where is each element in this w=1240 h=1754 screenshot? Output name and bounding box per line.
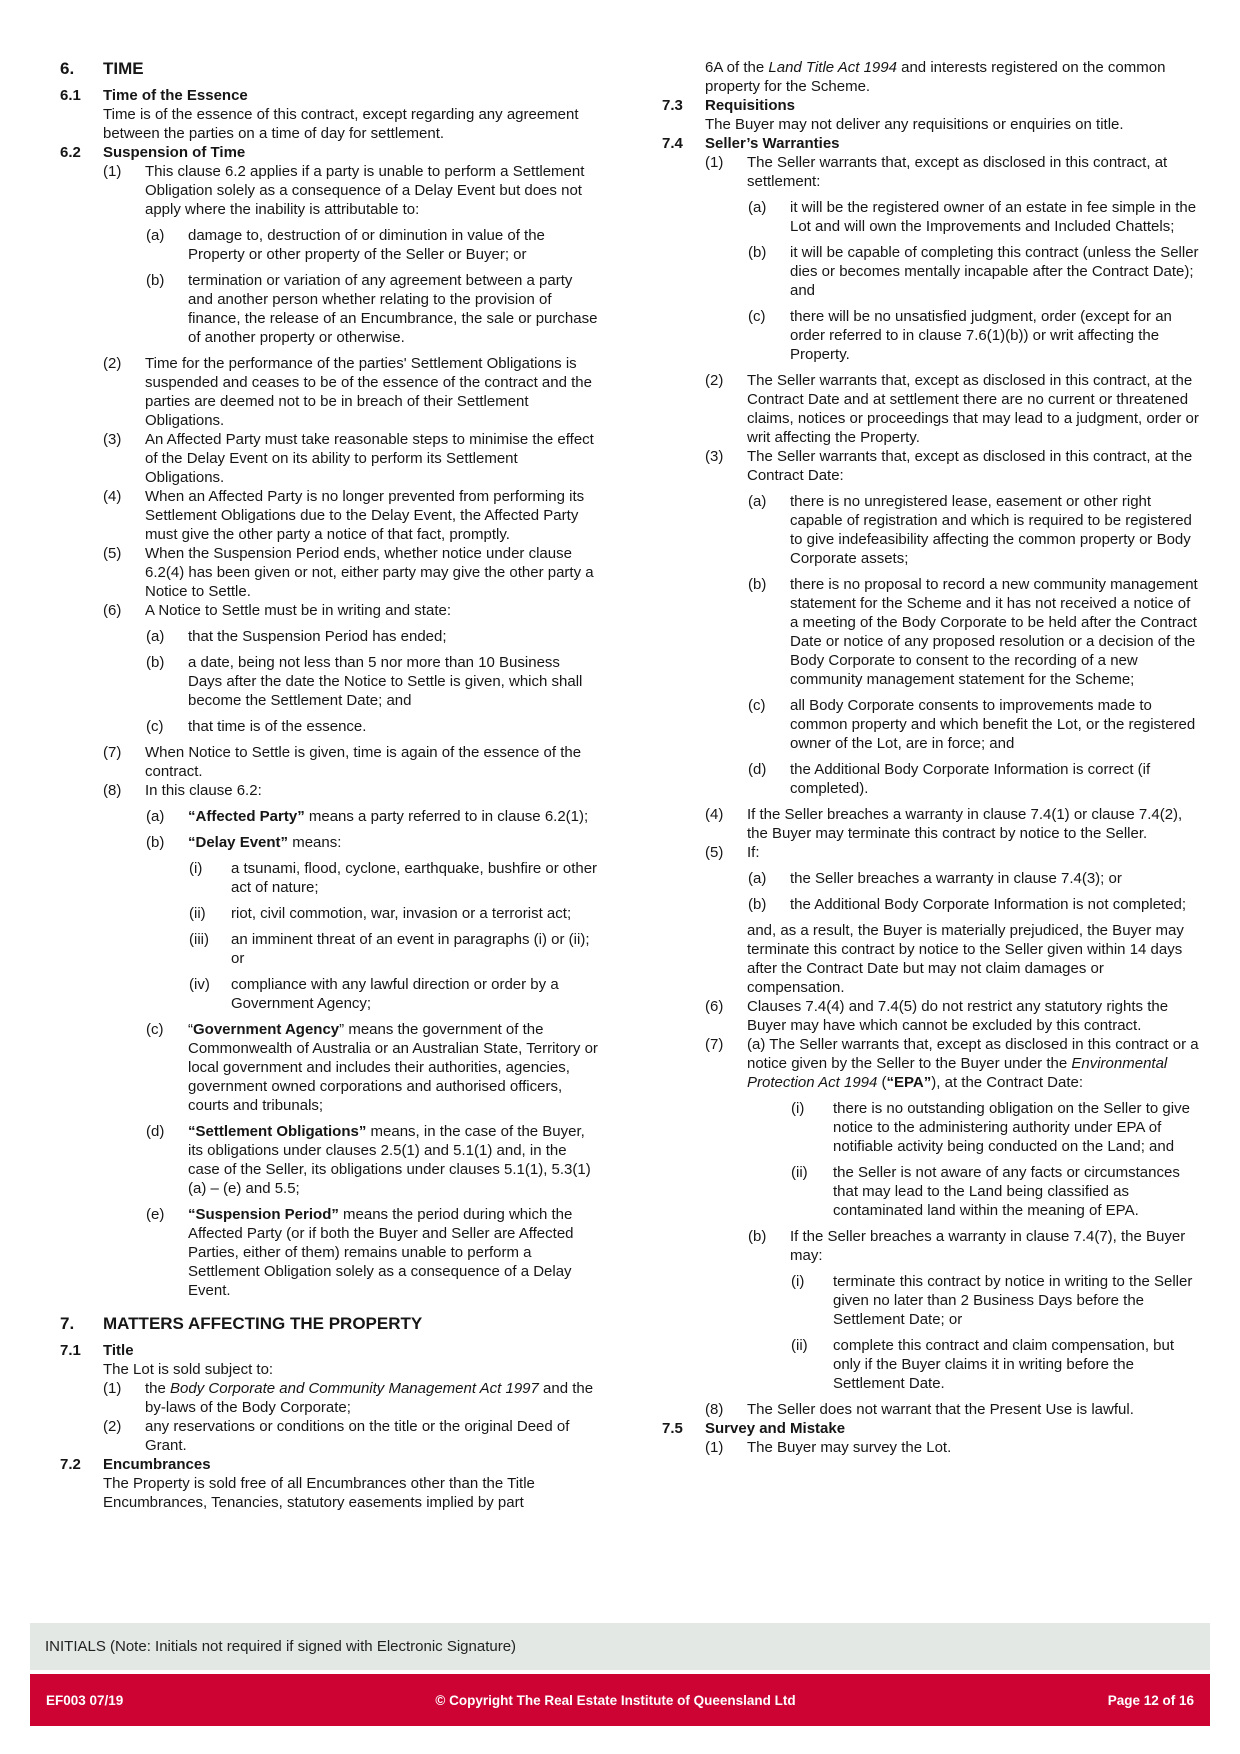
clause-text: it will be capable of completing this contract (unless the Seller dies or becomes mentally incapable after the Contract Date); and [790, 244, 1199, 299]
clause-item [791, 1272, 1200, 1329]
clause-number: (3) [103, 431, 122, 448]
clause-text: This clause 6.2 applies if a party is unable to perform a Settlement Obligation solely as a consequence of a Delay Event but does not apply where the inability is attributable to: [145, 163, 585, 218]
clause-text: Title [103, 1342, 134, 1359]
clause-number: (i) [791, 1100, 805, 1117]
clause-text: In this clause 6.2: [145, 782, 262, 799]
clause-item [705, 153, 1200, 191]
clause-number: 6.2 [60, 144, 81, 161]
clause-text: terminate this contract by notice in writing to the Seller given no later than 2 Business Days before the Settlement Date; or [833, 1273, 1193, 1328]
clause-item [103, 430, 598, 487]
clause-text: When an Affected Party is no longer prevented from performing its Settlement Obligations due to the Delay Event, the Affected Party must give the other party a notice of that fact, promptly. [145, 488, 585, 543]
clause-text: the Additional Body Corporate Information is correct (if completed). [790, 761, 1151, 797]
clause-number: (7) [103, 744, 122, 761]
initials-box [30, 1623, 1210, 1670]
clause-text: A Notice to Settle must be in writing and state: [145, 602, 451, 619]
clause-text: Suspension of Time [103, 144, 246, 161]
clause-number: (b) [748, 896, 767, 913]
section-heading [60, 58, 598, 80]
clause-subheading [662, 134, 1200, 153]
clause-number: 6.1 [60, 87, 81, 104]
clause-item [705, 1035, 1200, 1092]
clause-number: 7. [60, 1314, 75, 1333]
clause-text: Clauses 7.4(4) and 7.4(5) do not restrict any statutory rights the Buyer may have which cannot be excluded by this contract. [747, 998, 1169, 1034]
clause-item [146, 1122, 598, 1198]
clause-number: (i) [791, 1273, 805, 1290]
clause-text: Encumbrances [103, 1456, 211, 1473]
clause-text: When the Suspension Period ends, whether notice under clause 6.2(4) has been given or not, either party may give the other party a Notice to Settle. [145, 545, 594, 600]
clause-text: The Property is sold free of all Encumbrances other than the Title Encumbrances, Tenancies, statutory easements implied by part [103, 1475, 535, 1511]
clause-text: an imminent threat of an event in paragraphs (i) or (ii); or [231, 931, 590, 967]
clause-text: (a) The Seller warrants that, except as disclosed in this contract or a notice given by the Seller to the Buyer under the Environmental Protection Act 1994 (“EPA”), at the Contract Date: [747, 1036, 1199, 1091]
clause-item [146, 653, 598, 710]
copyright-notice: © Copyright The Real Estate Institute of Queensland Ltd [435, 1692, 796, 1708]
clause-number: (b) [748, 244, 767, 261]
clause-item [705, 843, 1200, 862]
clause-paragraph [103, 1474, 598, 1512]
clause-item [103, 544, 598, 601]
clause-item [791, 1163, 1200, 1220]
clause-item [103, 1379, 598, 1417]
clause-number: (a) [146, 808, 165, 825]
clause-subheading [60, 86, 598, 105]
clause-item [189, 930, 598, 968]
clause-text: When Notice to Settle is given, time is again of the essence of the contract. [145, 744, 582, 780]
clause-text: all Body Corporate consents to improvements made to common property and which benefit the Lot, or the registered owner of the Lot, are in force; and [790, 697, 1196, 752]
clause-text: The Lot is sold subject to: [103, 1361, 274, 1378]
page-number: Page 12 of 16 [1107, 1692, 1194, 1708]
clause-number: (1) [103, 1380, 122, 1397]
clause-text: there is no proposal to record a new community management statement for the Scheme and it has not received a notice of a meeting of the Body Corporate to be held after the Contract Date or notice of any proposed resolution or a decision of the Body Corporate to consent to the recording of a new community management statement for the Scheme; [790, 576, 1198, 688]
clause-item [748, 492, 1200, 568]
clause-text: If: [747, 844, 760, 861]
clause-number: (a) [146, 227, 165, 244]
clause-text: that time is of the essence. [188, 718, 367, 735]
clause-text: The Buyer may survey the Lot. [747, 1439, 952, 1456]
clause-item [103, 1417, 598, 1455]
clause-number: (b) [146, 834, 165, 851]
clause-number: (6) [705, 998, 724, 1015]
clause-number: (iv) [189, 976, 210, 993]
clause-item [705, 997, 1200, 1035]
footer-bar [30, 1674, 1210, 1726]
clause-item [189, 859, 598, 897]
clause-text: If the Seller breaches a warranty in clause 7.4(1) or clause 7.4(2), the Buyer may terminate this contract by notice to the Seller. [747, 806, 1183, 842]
clause-text: any reservations or conditions on the title or the original Deed of Grant. [145, 1418, 570, 1454]
clause-number: (b) [748, 576, 767, 593]
clause-text: “Delay Event” means: [188, 834, 342, 851]
clause-text: The Seller warrants that, except as disclosed in this contract, at the Contract Date and at settlement there are no current or threatened claims, notices or proceedings that may lead to a judgment, order or writ affecting the Property. [747, 372, 1199, 446]
clause-item [748, 1227, 1200, 1265]
clause-text: Time is of the essence of this contract, except regarding any agreement between the parties on a time of day for settlement. [103, 106, 579, 142]
clause-item [103, 162, 598, 219]
clause-item [748, 307, 1200, 364]
clause-subheading [662, 1419, 1200, 1438]
clause-item [705, 371, 1200, 447]
clause-subheading [662, 96, 1200, 115]
clause-subheading [60, 1455, 598, 1474]
clause-text: and, as a result, the Buyer is materially prejudiced, the Buyer may terminate this contract by notice to the Seller given within 14 days after the Contract Date but may not claim damages or compensation. [747, 922, 1184, 996]
clause-number: (8) [705, 1401, 724, 1418]
clause-text: Time of the Essence [103, 87, 248, 104]
section-heading [60, 1313, 598, 1335]
clause-continuation [747, 921, 1200, 997]
clause-text: the Seller is not aware of any facts or circumstances that may lead to the Land being classified as contaminated land within the meaning of EPA. [833, 1164, 1180, 1219]
clause-paragraph [705, 115, 1200, 134]
clause-number: (d) [146, 1123, 165, 1140]
clause-number: (5) [705, 844, 724, 861]
clause-item [791, 1336, 1200, 1393]
clause-text: The Buyer may not deliver any requisitions or enquiries on title. [705, 116, 1124, 133]
clause-item [748, 760, 1200, 798]
clause-number: (b) [748, 1228, 767, 1245]
clause-number: (d) [748, 761, 767, 778]
clause-text: Survey and Mistake [705, 1420, 846, 1437]
clause-number: (a) [748, 870, 767, 887]
clause-paragraph [103, 1360, 598, 1379]
clause-text: a tsunami, flood, cyclone, earthquake, bushfire or other act of nature; [231, 860, 598, 896]
clause-text: MATTERS AFFECTING THE PROPERTY [103, 1314, 423, 1333]
clause-number: (c) [748, 308, 766, 325]
clause-item [705, 805, 1200, 843]
form-code: EF003 07/19 [46, 1692, 124, 1708]
clause-item [146, 1205, 598, 1300]
clause-item [705, 447, 1200, 485]
clause-text: there is no outstanding obligation on the Seller to give notice to the administering authority under EPA of notifiable activity being conducted on the Land; and [833, 1100, 1190, 1155]
clause-item [146, 226, 598, 264]
clause-number: (1) [705, 154, 724, 171]
clause-item [103, 743, 598, 781]
clause-text: “Government Agency” means the government of the Commonwealth of Australia or an Australian State, Territory or local government and includes their authorities, agencies, government owned corporations and authorised officers, courts and tribunals; [188, 1021, 598, 1114]
clause-text: termination or variation of any agreement between a party and another person whether relating to the provision of finance, the release of an Encumbrance, the sale or purchase of another property or otherwise. [188, 272, 598, 346]
clause-number: (i) [189, 860, 203, 877]
clause-item [748, 575, 1200, 689]
clause-subheading [60, 143, 598, 162]
clause-text: Requisitions [705, 97, 796, 114]
clause-item [189, 975, 598, 1013]
left-column [60, 58, 598, 1512]
clause-paragraph [705, 58, 1200, 96]
clause-item [103, 487, 598, 544]
clause-text: The Seller warrants that, except as disclosed in this contract, at settlement: [747, 154, 1168, 190]
right-column [662, 58, 1200, 1457]
clause-text: 6A of the Land Title Act 1994 and interests registered on the common property for the Scheme. [705, 59, 1166, 95]
clause-number: (a) [146, 628, 165, 645]
clause-item [146, 833, 598, 852]
clause-number: (ii) [791, 1164, 808, 1181]
clause-item [705, 1438, 1200, 1457]
clause-text: The Seller warrants that, except as disclosed in this contract, at the Contract Date: [747, 448, 1193, 484]
clause-text: If the Seller breaches a warranty in clause 7.4(7), the Buyer may: [790, 1228, 1186, 1264]
clause-text: Seller’s Warranties [705, 135, 840, 152]
clause-item [146, 1020, 598, 1115]
clause-text: complete this contract and claim compensation, but only if the Buyer claims it in writing before the Settlement Date. [833, 1337, 1175, 1392]
clause-number: (c) [748, 697, 766, 714]
clause-number: (a) [748, 493, 767, 510]
clause-subheading [60, 1341, 598, 1360]
clause-item [146, 627, 598, 646]
clause-text: the Seller breaches a warranty in clause 7.4(3); or [790, 870, 1122, 887]
clause-text: TIME [103, 59, 144, 78]
clause-number: (c) [146, 718, 164, 735]
clause-number: (2) [103, 1418, 122, 1435]
clause-text: “Affected Party” means a party referred to in clause 6.2(1); [188, 808, 589, 825]
clause-number: (2) [103, 355, 122, 372]
clause-number: (b) [146, 654, 165, 671]
clause-item [103, 601, 598, 620]
clause-text: the Body Corporate and Community Management Act 1997 and the by-laws of the Body Corporate; [145, 1380, 594, 1416]
clause-text: that the Suspension Period has ended; [188, 628, 447, 645]
clause-item [189, 904, 598, 923]
initials-note: INITIALS (Note: Initials not required if signed with Electronic Signature) [45, 1638, 517, 1655]
clause-number: 7.3 [662, 97, 683, 114]
clause-text: there is no unregistered lease, easement or other right capable of registration and which is required to be registered to give indefeasibility affecting the common property or Body Corporate assets; [790, 493, 1192, 567]
clause-text: An Affected Party must take reasonable steps to minimise the effect of the Delay Event on its ability to perform its Settlement Obligations. [145, 431, 594, 486]
clause-number: 6. [60, 59, 75, 78]
clause-number: (ii) [189, 905, 206, 922]
clause-text: “Settlement Obligations” means, in the case of the Buyer, its obligations under clauses 2.5(1) and 5.1(1) and, in the case of the Seller, its obligations under clauses 5.1(1), 5.3(1)(a) – (e) and 5.5; [188, 1123, 591, 1197]
clause-number: (6) [103, 602, 122, 619]
clause-text: “Suspension Period” means the period during which the Affected Party (or if both the Buyer and Seller are Affected Parties, either of them) remains unable to perform a Settlement Obligation solely as a consequence of a Delay Event. [188, 1206, 574, 1299]
clause-number: (3) [705, 448, 724, 465]
clause-text: it will be the registered owner of an estate in fee simple in the Lot and will own the Improvements and Included Chattels; [790, 199, 1197, 235]
clause-number: (1) [705, 1439, 724, 1456]
clause-number: (ii) [791, 1337, 808, 1354]
clause-number: 7.5 [662, 1420, 683, 1437]
clause-number: (c) [146, 1021, 164, 1038]
clause-number: (5) [103, 545, 122, 562]
clause-item [748, 696, 1200, 753]
clause-item [146, 717, 598, 736]
clause-number: (4) [705, 806, 724, 823]
clause-text: compliance with any lawful direction or order by a Government Agency; [231, 976, 559, 1012]
clause-number: (iii) [189, 931, 209, 948]
clause-item [748, 243, 1200, 300]
clause-number: (b) [146, 272, 165, 289]
clause-number: (4) [103, 488, 122, 505]
clause-number: 7.1 [60, 1342, 81, 1359]
clause-item [705, 1400, 1200, 1419]
clause-item [103, 781, 598, 800]
clause-text: damage to, destruction of or diminution in value of the Property or other property of the Seller or Buyer; or [188, 227, 545, 263]
clause-item [748, 869, 1200, 888]
clause-number: (a) [748, 199, 767, 216]
clause-item [748, 895, 1200, 914]
clause-number: (1) [103, 163, 122, 180]
clause-number: 7.4 [662, 135, 683, 152]
clause-number: (8) [103, 782, 122, 799]
clause-text: The Seller does not warrant that the Present Use is lawful. [747, 1401, 1134, 1418]
clause-item [791, 1099, 1200, 1156]
clause-paragraph [103, 105, 598, 143]
clause-number: (2) [705, 372, 724, 389]
clause-number: 7.2 [60, 1456, 81, 1473]
clause-item [146, 271, 598, 347]
clause-item [103, 354, 598, 430]
clause-text: there will be no unsatisfied judgment, order (except for an order referred to in clause 7.6(1)(b)) or writ affecting the Property. [790, 308, 1172, 363]
clause-number: (7) [705, 1036, 724, 1053]
clause-text: a date, being not less than 5 nor more than 10 Business Days after the date the Notice to Settle is given, which shall become the Settlement Date; and [188, 654, 583, 709]
clause-text: Time for the performance of the parties' Settlement Obligations is suspended and ceases to be of the essence of the contract and the parties are deemed not to be in breach of their Settlement Obligations. [145, 355, 592, 429]
clause-item [748, 198, 1200, 236]
clause-text: the Additional Body Corporate Information is not completed; [790, 896, 1187, 913]
clause-number: (e) [146, 1206, 165, 1223]
clause-item [146, 807, 598, 826]
clause-text: riot, civil commotion, war, invasion or a terrorist act; [231, 905, 572, 922]
